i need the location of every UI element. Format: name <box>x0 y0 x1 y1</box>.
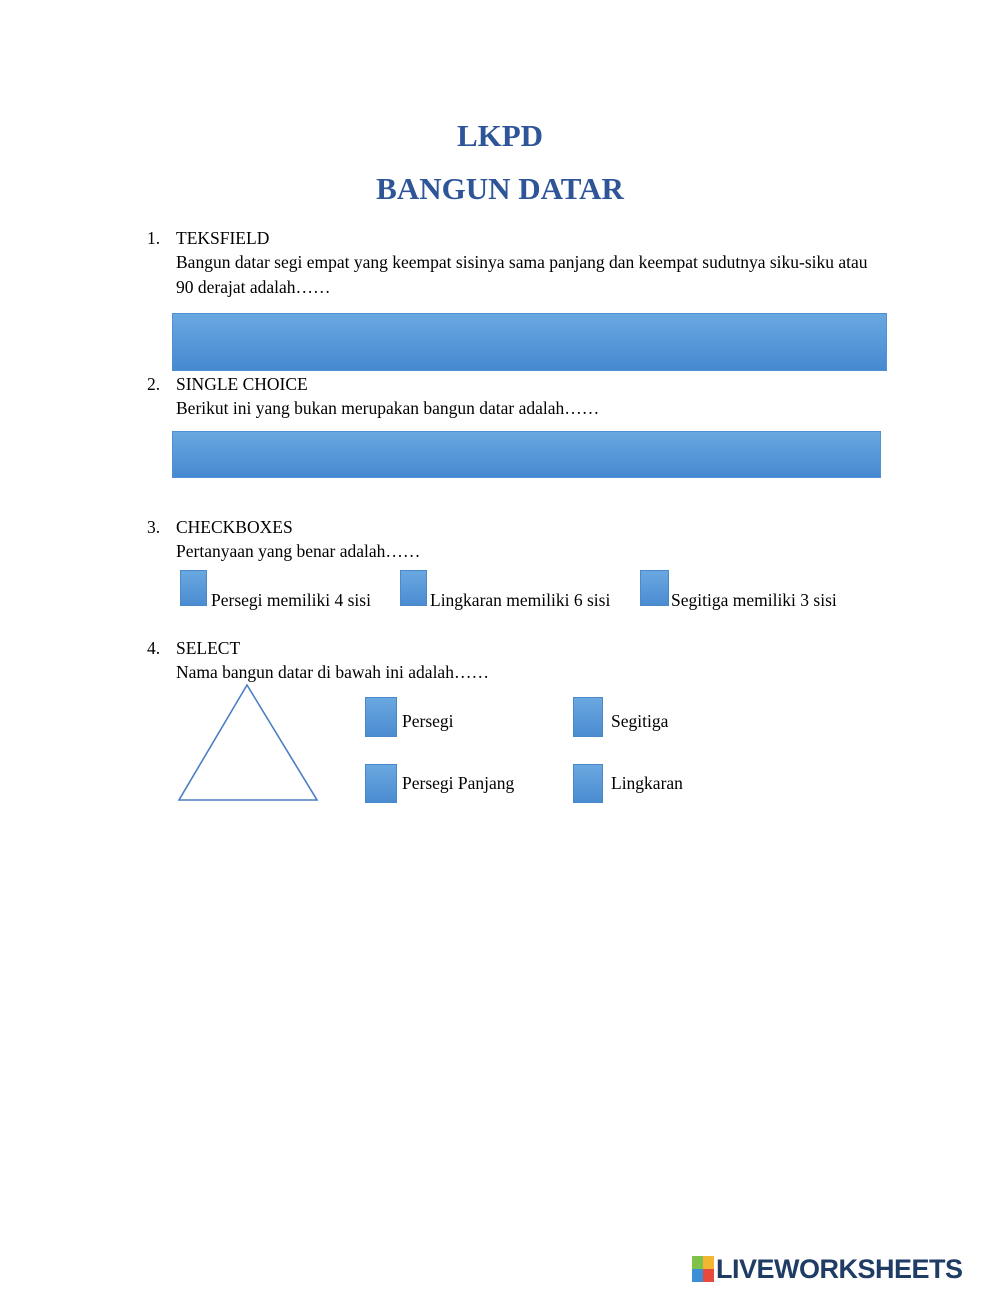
checkbox-option-3[interactable] <box>640 570 669 606</box>
triangle-shape-icon <box>175 682 323 806</box>
question-4-number: 4. <box>147 638 161 658</box>
single-choice-dropdown[interactable] <box>172 431 881 478</box>
question-2-text: Berikut ini yang bukan merupakan bangun datar adalah…… <box>176 398 600 418</box>
select-option-lingkaran-label: Lingkaran <box>611 773 683 793</box>
liveworksheets-logo-icon <box>692 1256 714 1282</box>
liveworksheets-logo-text: LIVEWORKSHEETS <box>716 1253 963 1284</box>
question-2-type: SINGLE CHOICE <box>176 374 308 394</box>
checkbox-option-2-label: Lingkaran memiliki 6 sisi <box>430 590 611 610</box>
question-4-text: Nama bangun datar di bawah ini adalah…… <box>176 662 489 682</box>
checkbox-option-3-label: Segitiga memiliki 3 sisi <box>671 590 837 610</box>
select-option-persegi-panjang-label: Persegi Panjang <box>402 773 515 793</box>
question-3-type: CHECKBOXES <box>176 517 293 537</box>
question-1-number: 1. <box>147 228 161 248</box>
checkbox-option-2[interactable] <box>400 570 427 606</box>
question-3-text: Pertanyaan yang benar adalah…… <box>176 541 421 561</box>
liveworksheets-logo <box>692 1252 963 1286</box>
select-option-lingkaran[interactable] <box>573 764 603 803</box>
question-3-number: 3. <box>147 517 161 537</box>
question-2-number: 2. <box>147 374 161 394</box>
select-option-segitiga-label: Segitiga <box>611 711 669 731</box>
select-option-segitiga[interactable] <box>573 697 603 737</box>
question-1-type: TEKSFIELD <box>176 228 270 248</box>
checkbox-option-1-label: Persegi memiliki 4 sisi <box>211 590 371 610</box>
checkbox-option-1[interactable] <box>180 570 207 606</box>
select-option-persegi[interactable] <box>365 697 397 737</box>
question-1-text: Bangun datar segi empat yang keempat sisinya sama panjang dan keempat sudutnya siku-siku atau 90 derajat adalah…… <box>176 252 868 297</box>
select-option-persegi-label: Persegi <box>402 711 454 731</box>
page-title: LKPD <box>456 118 544 153</box>
page-subtitle: BANGUN DATAR <box>376 171 624 206</box>
select-option-persegi-panjang[interactable] <box>365 764 397 803</box>
question-4-type: SELECT <box>176 638 241 658</box>
answer-text-field[interactable] <box>172 313 887 371</box>
